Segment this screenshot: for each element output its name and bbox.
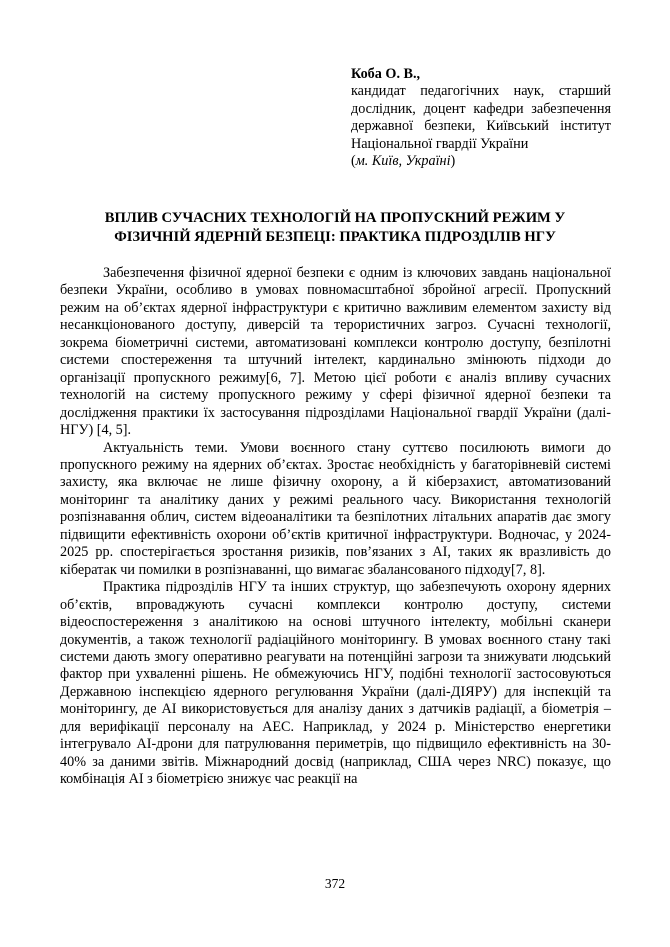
page-number: 372 bbox=[324, 876, 346, 891]
author-location-close: ) bbox=[450, 153, 456, 170]
paper-title-line-2: ФІЗИЧНІЙ ЯДЕРНІЙ БЕЗПЕЦІ: ПРАКТИКА ПІДРОЗДІЛІВ НГУ bbox=[114, 229, 556, 245]
paragraph-introduction: Забезпечення фізичної ядерної безпеки є одним із ключових завдань національної безпеки України, особливо в умовах повномасштабної збройної агресії. Пропускний режим на об’єктах ядерної інфраструктури є критично важливим елементом захисту від несанкціонованого доступу, диверсій та терористичних загроз. Сучасні технології, зокрема біометричні системи, автоматизовані комплекси контролю доступу, безпілотні системи спостереження та штучний інтелект, кардинально змінюють підходи до організації пропускного режиму[6, 7]. Метою цієї роботи є аналіз впливу сучасних технологій на систему пропускного режиму у сфері фізичної ядерної безпеки та дослідження практики їх застосування підрозділами Національної гвардії України (далі-НГУ) [4, 5]. bbox=[60, 265, 611, 439]
author-location bbox=[351, 153, 611, 170]
author-location-open: ( bbox=[351, 153, 356, 170]
author-block bbox=[351, 66, 611, 170]
paper-title bbox=[60, 209, 610, 247]
body-text bbox=[60, 265, 611, 789]
author-name: Коба О. В., bbox=[351, 66, 421, 82]
author-affiliation: кандидат педагогічних наук, старший дослідник, доцент кафедри забезпечення державної безпеки, Київський інститут Національної гвардії України bbox=[351, 83, 611, 152]
paragraph-relevance: Актуальність теми. Умови воєнного стану суттєво посилюють вимоги до пропускного режиму на ядерних об’єктах. Зростає необхідність у багаторівневій системі захисту, яка включає не лише фізичну охорону, а й кіберзахист, автоматизований моніторинг та аналітику даних у режимі реального часу. Використання технологій розпізнавання облич, систем відеоаналітики та безпілотних літальних апаратів дає змогу підвищити ефективність охорони об’єктів критичної інфраструктури. Водночас, у 2024-2025 рр. спостерігається зростання ризиків, пов’язаних з AI, таких як вразливість до кібератак чи помилки в розпізнаванні, що вимагає збалансованого підходу[7, 8]. bbox=[60, 439, 611, 578]
author-location-text: м. Київ, Україні bbox=[355, 153, 451, 170]
paper-title-line-1: ВПЛИВ СУЧАСНИХ ТЕХНОЛОГІЙ НА ПРОПУСКНИЙ РЕЖИМ У bbox=[104, 210, 566, 226]
paragraph-practice: Практика підрозділів НГУ та інших структур, що забезпечують охорону ядерних об’єктів, впроваджують сучасні комплекси контролю доступу, системи відеоспостереження з аналітикою на основі штучного інтелекту, мобільні сканери документів, а також технології радіаційного моніторингу. В умовах воєнного стану такі системи дають змогу оперативно реагувати на потенційні загрози та знижувати людський фактор при ухваленні рішень. Не обмежуючись НГУ, подібні технології застосовуються Державною інспекцією ядерного регулювання України (далі-ДІЯРУ) для інспекцій та моніторингу, де AI використовується для аналізу даних з датчиків радіації, а біометрія – для верифікації персоналу на АЕС. Наприклад, у 2024 р. Міністерство енергетики інтегрувало AI-дрони для патрулювання периметрів, що підвищило ефективність на 30-40% за даними звітів. Міжнародний досвід (наприклад, США через NRC) показує, що комбінація AI з біометрією знижує час реакції на bbox=[60, 579, 611, 788]
